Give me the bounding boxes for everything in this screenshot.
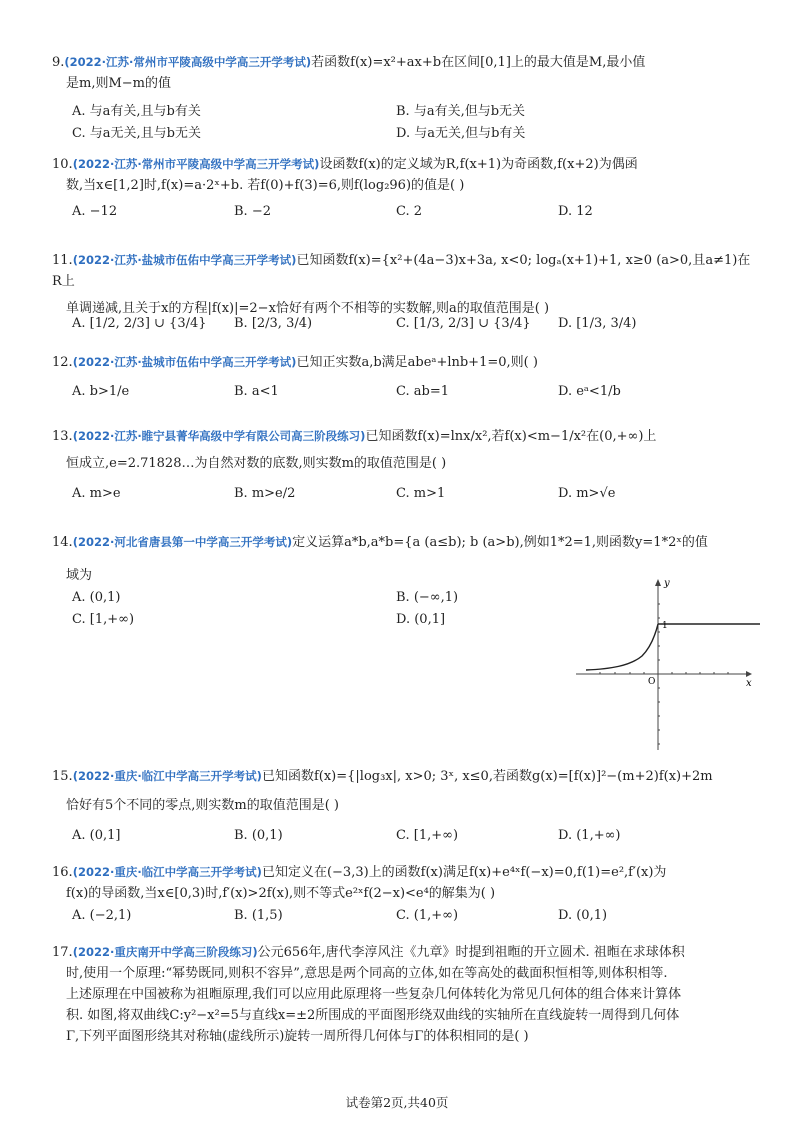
question-number: 17. bbox=[52, 945, 73, 960]
question-11 bbox=[52, 250, 752, 319]
option-d[interactable]: D. m>√e bbox=[558, 486, 616, 501]
question-source: (2022·重庆·临江中学高三开学考试) bbox=[72, 865, 262, 879]
option-b[interactable]: B. 与a有关,但与b无关 bbox=[396, 104, 526, 119]
option-b[interactable]: B. m>e/2 bbox=[234, 486, 296, 501]
question-text-line: 定义运算a*b,a*b={a (a≤b); b (a>b),例如1*2=1,则函数y=1*2ˣ的值 bbox=[292, 535, 708, 550]
question-text-line: 设函数f(x)的定义域为R,f(x+1)为奇函数,f(x+2)为偶函 bbox=[319, 157, 638, 172]
option-a[interactable]: A. b>1/e bbox=[72, 384, 130, 399]
option-d[interactable]: D. (1,+∞) bbox=[558, 828, 621, 843]
question-number: 13. bbox=[52, 429, 73, 444]
option-a[interactable]: A. m>e bbox=[72, 486, 121, 501]
question-text-line: 单调递减,且关于x的方程|f(x)|=2−x恰好有两个不相等的实数解,则a的取值范围是( ) bbox=[66, 301, 550, 316]
option-b[interactable]: B. (0,1) bbox=[234, 828, 283, 843]
question-text-line: 上述原理在中国被称为祖暅原理,我们可以应用此原理将一些复杂几何体转化为常见几何体的组合体来计算体 bbox=[66, 987, 682, 1002]
question-text-line: 时,使用一个原理:“幂势既同,则积不容异”,意思是两个同高的立体,如在等高处的截面积恒相等,则体积相等. bbox=[66, 966, 668, 981]
question-13 bbox=[52, 426, 752, 474]
option-b[interactable]: B. a<1 bbox=[234, 384, 279, 399]
curve-exponential bbox=[586, 624, 658, 670]
question-text-line: f(x)的导函数,当x∈[0,3)时,f′(x)>2f(x),则不等式e²ˣf(2−x)<e⁴的解集为( ) bbox=[66, 886, 496, 901]
question-source: (2022·河北省唐县第一中学高三开学考试) bbox=[72, 535, 293, 549]
question-text-line: 已知函数f(x)={|log₃x|, x>0; 3ˣ, x≤0,若函数g(x)=[f(x)]²−(m+2)f(x)+2m bbox=[261, 769, 713, 784]
question-source: (2022·江苏·盐城市伍佑中学高三开学考试) bbox=[72, 253, 297, 267]
question-source: (2022·江苏·常州市平陵高级中学高三开学考试) bbox=[64, 55, 312, 69]
question-number: 12. bbox=[52, 355, 73, 370]
question-number: 14. bbox=[52, 535, 73, 550]
page-footer: 试卷第2页,共40页 bbox=[345, 1095, 449, 1110]
option-b[interactable]: B. (1,5) bbox=[234, 908, 283, 923]
option-c[interactable]: C. 2 bbox=[396, 204, 423, 219]
option-c[interactable]: C. 与a无关,且与b无关 bbox=[72, 126, 201, 141]
question-text-line: 域为 bbox=[66, 568, 93, 583]
question-number: 9. bbox=[52, 55, 65, 70]
option-c[interactable]: C. [1,+∞) bbox=[396, 828, 459, 843]
question-number: 10. bbox=[52, 157, 73, 172]
question-text-line: 恰好有5个不同的零点,则实数m的取值范围是( ) bbox=[66, 798, 340, 813]
axis-label-x: x bbox=[746, 678, 752, 689]
option-d[interactable]: D. 与a无关,但与b有关 bbox=[396, 126, 526, 141]
option-a[interactable]: A. (0,1) bbox=[72, 590, 121, 605]
x-axis-arrow bbox=[746, 671, 752, 677]
option-c[interactable]: C. [1,+∞) bbox=[72, 612, 135, 627]
question-number: 16. bbox=[52, 865, 73, 880]
option-a[interactable]: A. −12 bbox=[72, 204, 118, 219]
question-9 bbox=[52, 52, 752, 94]
question-source: (2022·江苏·盐城市伍佑中学高三开学考试) bbox=[72, 355, 297, 369]
question-source: (2022·重庆南开中学高三阶段练习) bbox=[72, 945, 258, 959]
question-text-line: 积. 如图,将双曲线C:y²−x²=5与直线x=±2所围成的平面图形绕双曲线的实轴所在直线旋转一周得到几何体 bbox=[66, 1008, 680, 1023]
question-source: (2022·江苏·睢宁县菁华高级中学有限公司高三阶段练习) bbox=[72, 429, 366, 443]
question-text-line: 恒成立,e=2.71828…为自然对数的底数,则实数m的取值范围是( ) bbox=[66, 456, 447, 471]
option-a[interactable]: A. [1/2, 2/3] ∪ {3/4} bbox=[72, 316, 207, 331]
option-c[interactable]: C. m>1 bbox=[396, 486, 446, 501]
option-d[interactable]: D. eᵃ<1/b bbox=[558, 384, 621, 399]
option-a[interactable]: A. (−2,1) bbox=[72, 908, 132, 923]
option-a[interactable]: A. (0,1] bbox=[72, 828, 121, 843]
tick-label-1: 1 bbox=[662, 621, 668, 631]
question-number: 15. bbox=[52, 769, 73, 784]
question-text-line: 若函数f(x)=x²+ax+b在区间[0,1]上的最大值是M,最小值 bbox=[311, 55, 646, 70]
question-text-line: 已知定义在(−3,3)上的函数f(x)满足f(x)+e⁴ˣf(−x)=0,f(1)=e²,f′(x)为 bbox=[261, 865, 667, 880]
question-15 bbox=[52, 766, 752, 816]
question-source: (2022·江苏·常州市平陵高级中学高三开学考试) bbox=[72, 157, 320, 171]
question-text-line: 公元656年,唐代李淳风注《九章》时提到祖暅的开立圆术. 祖暅在求球体积 bbox=[257, 945, 685, 960]
option-c[interactable]: C. (1,+∞) bbox=[396, 908, 459, 923]
option-c[interactable]: C. ab=1 bbox=[396, 384, 449, 399]
axis-label-y: y bbox=[664, 578, 670, 589]
question-10 bbox=[52, 154, 752, 196]
question-text-line: 已知函数f(x)=lnx/x²,若f(x)<m−1/x²在(0,+∞)上 bbox=[365, 429, 657, 444]
question-17 bbox=[52, 942, 752, 1047]
origin-label: O bbox=[648, 677, 656, 687]
option-b[interactable]: B. (−∞,1) bbox=[396, 590, 459, 605]
option-b[interactable]: B. −2 bbox=[234, 204, 271, 219]
question-text-line: 是m,则M−m的值 bbox=[66, 76, 171, 91]
option-d[interactable]: D. 12 bbox=[558, 204, 593, 219]
question-number: 11. bbox=[52, 253, 73, 268]
option-d[interactable]: D. (0,1) bbox=[558, 908, 608, 923]
question-source: (2022·重庆·临江中学高三开学考试) bbox=[72, 769, 262, 783]
option-d[interactable]: D. (0,1] bbox=[396, 612, 446, 627]
option-c[interactable]: C. [1/3, 2/3] ∪ {3/4} bbox=[396, 316, 531, 331]
question-text-line: 已知函数f(x)={x²+(4a−3)x+3a, x<0; logₐ(x+1)+1, x≥0 (a>0,且a≠1)在R上 bbox=[52, 253, 751, 289]
option-b[interactable]: B. [2/3, 3/4) bbox=[234, 316, 313, 331]
option-d[interactable]: D. [1/3, 3/4) bbox=[558, 316, 637, 331]
question-16 bbox=[52, 862, 752, 904]
question-text-line: 数,当x∈[1,2]时,f(x)=a·2ˣ+b. 若f(0)+f(3)=6,则f(log₂96)的值是( ) bbox=[66, 178, 465, 193]
question-12 bbox=[52, 352, 752, 373]
y-axis-arrow bbox=[655, 579, 661, 586]
function-graph bbox=[570, 574, 770, 754]
question-text-line: Γ,下列平面图形绕其对称轴(虚线所示)旋转一周所得几何体与Γ的体积相同的是( ) bbox=[66, 1029, 529, 1044]
question-text-line: 已知正实数a,b满足abeᵃ+lnb+1=0,则( ) bbox=[296, 355, 538, 370]
option-a[interactable]: A. 与a有关,且与b有关 bbox=[72, 104, 201, 119]
